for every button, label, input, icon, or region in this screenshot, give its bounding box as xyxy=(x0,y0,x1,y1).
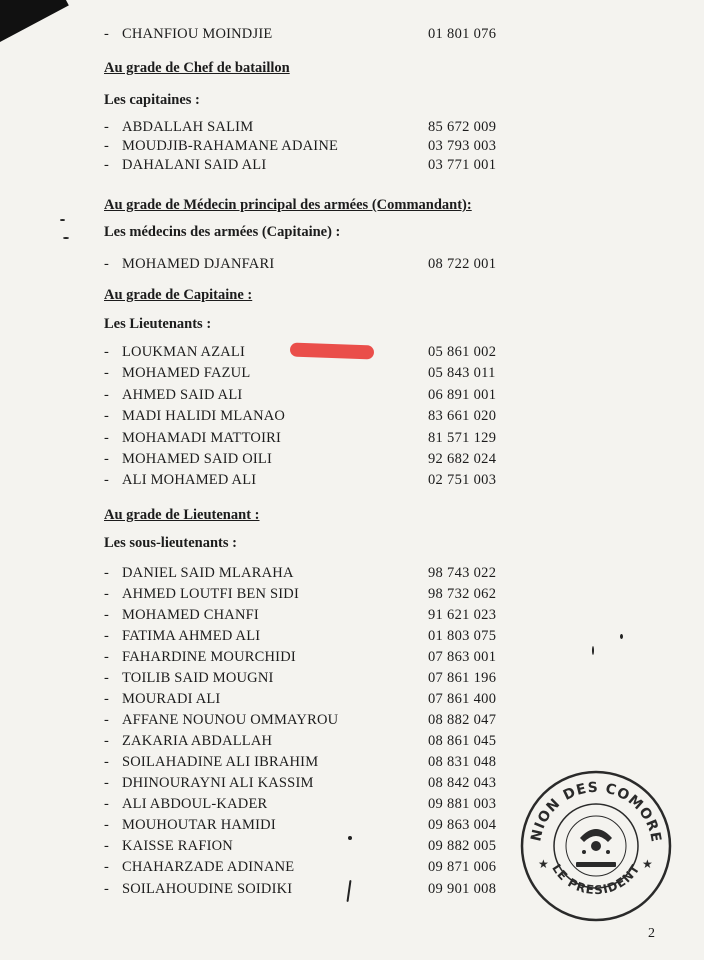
list-item xyxy=(0,668,704,688)
section-heading: Au grade de Lieutenant : xyxy=(104,507,260,523)
list-dash: - xyxy=(104,157,109,173)
list-dash: - xyxy=(104,817,109,833)
list-item xyxy=(0,136,704,156)
list-item xyxy=(0,689,704,709)
list-dash: - xyxy=(104,565,109,581)
officer-name: FATIMA AHMED ALI xyxy=(122,628,261,644)
officer-number: 06 891 001 xyxy=(428,387,497,403)
officer-number: 05 861 002 xyxy=(428,344,497,360)
list-dash: - xyxy=(104,628,109,644)
list-item xyxy=(0,584,704,604)
list-item xyxy=(0,406,704,426)
list-dash: - xyxy=(104,387,109,403)
list-dash: - xyxy=(104,472,109,488)
officer-name: SOILAHOUDINE SOIDIKI xyxy=(122,881,293,897)
list-dash: - xyxy=(104,119,109,135)
officer-name: CHANFIOU MOINDJIE xyxy=(122,26,273,42)
list-dash: - xyxy=(104,754,109,770)
section-subheading: Les Lieutenants : xyxy=(104,316,212,332)
svg-text:★: ★ xyxy=(538,857,549,871)
list-item xyxy=(0,254,704,274)
speck-mark xyxy=(592,646,594,655)
officer-name: MOHAMED CHANFI xyxy=(122,607,259,623)
officer-name: MOUDJIB-RAHAMANE ADAINE xyxy=(122,138,339,154)
section-subheading: Les capitaines : xyxy=(104,92,200,108)
presidential-seal xyxy=(518,768,674,924)
list-item xyxy=(0,731,704,751)
list-item xyxy=(0,647,704,667)
list-dash: - xyxy=(104,26,109,42)
officer-name: DAHALANI SAID ALI xyxy=(122,157,267,173)
officer-number: 98 743 022 xyxy=(428,565,497,581)
officer-name: FAHARDINE MOURCHIDI xyxy=(122,649,296,665)
officer-name: KAISSE RAFION xyxy=(122,838,233,854)
officer-number: 08 861 045 xyxy=(428,733,497,749)
officer-name: AHMED LOUTFI BEN SIDI xyxy=(122,586,299,602)
list-dash: - xyxy=(104,691,109,707)
section-heading: Au grade de Capitaine : xyxy=(104,287,253,303)
list-dash: - xyxy=(104,733,109,749)
officer-name: AHMED SAID ALI xyxy=(122,387,243,403)
officer-name: MOHAMED FAZUL xyxy=(122,365,251,381)
officer-name: ALI MOHAMED ALI xyxy=(122,472,257,488)
list-dash: - xyxy=(104,344,109,360)
list-dash: - xyxy=(104,586,109,602)
list-item xyxy=(0,563,704,583)
officer-name: LOUKMAN AZALI xyxy=(122,344,246,360)
officer-number: 83 661 020 xyxy=(428,408,497,424)
officer-number: 05 843 011 xyxy=(428,365,496,381)
speck-mark xyxy=(60,219,65,221)
officer-number: 98 732 062 xyxy=(428,586,497,602)
officer-number: 09 871 006 xyxy=(428,859,497,875)
page-number: 2 xyxy=(648,926,655,941)
officer-number: 92 682 024 xyxy=(428,451,497,467)
list-item xyxy=(0,605,704,625)
speck-mark xyxy=(63,237,69,239)
officer-name: DANIEL SAID MLARAHA xyxy=(122,565,294,581)
list-dash: - xyxy=(104,712,109,728)
list-dash: - xyxy=(104,430,109,446)
officer-name: ALI ABDOUL-KADER xyxy=(122,796,268,812)
officer-number: 01 801 076 xyxy=(428,26,497,42)
list-dash: - xyxy=(104,138,109,154)
svg-text:★: ★ xyxy=(642,857,653,871)
officer-number: 09 881 003 xyxy=(428,796,497,812)
list-item xyxy=(0,385,704,405)
officer-number: 09 863 004 xyxy=(428,817,497,833)
officer-number: 09 882 005 xyxy=(428,838,497,854)
officer-number: 07 861 196 xyxy=(428,670,497,686)
list-item xyxy=(0,710,704,730)
list-item xyxy=(0,449,704,469)
officer-number: 08 722 001 xyxy=(428,256,497,272)
list-dash: - xyxy=(104,796,109,812)
officer-number: 81 571 129 xyxy=(428,430,497,446)
list-dash: - xyxy=(104,408,109,424)
officer-name: DHINOURAYNI ALI KASSIM xyxy=(122,775,314,791)
section-heading: Au grade de Médecin principal des armées (Commandant): xyxy=(104,197,472,213)
list-dash: - xyxy=(104,607,109,623)
officer-name: ZAKARIA ABDALLAH xyxy=(122,733,273,749)
officer-name: CHAHARZADE ADINANE xyxy=(122,859,295,875)
officer-name: ABDALLAH SALIM xyxy=(122,119,254,135)
list-item xyxy=(0,626,704,646)
speck-mark xyxy=(348,836,352,840)
section-subheading: Les sous-lieutenants : xyxy=(104,535,237,551)
list-item xyxy=(0,155,704,175)
redaction-mark xyxy=(290,343,374,360)
section-heading: Au grade de Chef de bataillon xyxy=(104,60,290,76)
officer-number: 08 842 043 xyxy=(428,775,497,791)
list-item xyxy=(0,428,704,448)
section-subheading: Les médecins des armées (Capitaine) : xyxy=(104,224,341,240)
officer-name: MOURADI ALI xyxy=(122,691,221,707)
officer-number: 08 882 047 xyxy=(428,712,497,728)
list-dash: - xyxy=(104,256,109,272)
list-dash: - xyxy=(104,451,109,467)
list-dash: - xyxy=(104,838,109,854)
officer-number: 09 901 008 xyxy=(428,881,497,897)
officer-name: MOHAMADI MATTOIRI xyxy=(122,430,282,446)
officer-number: 02 751 003 xyxy=(428,472,497,488)
officer-name: MOHAMED DJANFARI xyxy=(122,256,275,272)
officer-number: 08 831 048 xyxy=(428,754,497,770)
officer-name: MOUHOUTAR HAMIDI xyxy=(122,817,276,833)
officer-number: 07 861 400 xyxy=(428,691,497,707)
list-dash: - xyxy=(104,670,109,686)
list-dash: - xyxy=(104,649,109,665)
list-item xyxy=(0,24,704,44)
officer-number: 03 793 003 xyxy=(428,138,497,154)
officer-name: TOILIB SAID MOUGNI xyxy=(122,670,274,686)
officer-number: 85 672 009 xyxy=(428,119,497,135)
list-dash: - xyxy=(104,775,109,791)
officer-number: 03 771 001 xyxy=(428,157,497,173)
seal-outer-text: NION DES COMORE xyxy=(528,779,664,844)
officer-number: 01 803 075 xyxy=(428,628,497,644)
list-item xyxy=(0,470,704,490)
officer-number: 07 863 001 xyxy=(428,649,497,665)
officer-name: MADI HALIDI MLANAO xyxy=(122,408,286,424)
seal-inner-text: LE PRESIDENT xyxy=(549,861,643,898)
list-dash: - xyxy=(104,881,109,897)
list-dash: - xyxy=(104,859,109,875)
list-item xyxy=(0,117,704,137)
officer-name: AFFANE NOUNOU OMMAYROU xyxy=(122,712,339,728)
speck-mark xyxy=(620,634,623,639)
list-item xyxy=(0,363,704,383)
officer-name: MOHAMED SAID OILI xyxy=(122,451,273,467)
officer-number: 91 621 023 xyxy=(428,607,497,623)
list-dash: - xyxy=(104,365,109,381)
officer-name: SOILAHADINE ALI IBRAHIM xyxy=(122,754,319,770)
